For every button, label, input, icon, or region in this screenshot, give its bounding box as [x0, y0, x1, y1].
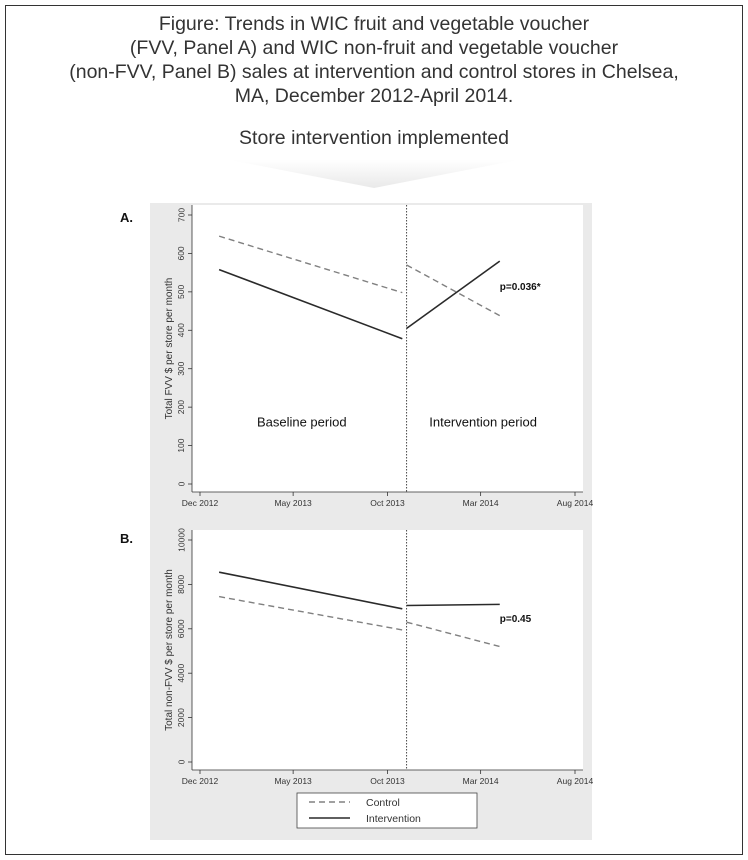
y-tick-label: 10000: [176, 528, 187, 552]
p-value-annotation: p=0.036*: [499, 281, 541, 293]
plot-area: [192, 205, 583, 492]
y-tick-label: 6000: [176, 619, 187, 639]
period-label: Intervention period: [429, 414, 537, 430]
y-tick-label: 0: [176, 481, 187, 487]
y-axis-title: Total FVV $ per store per month: [164, 277, 175, 420]
x-tick-label: Dec 2012: [181, 498, 219, 508]
p-value-annotation: p=0.45: [499, 614, 532, 626]
y-tick-label: 8000: [176, 574, 187, 594]
x-tick-label: Oct 2013: [370, 776, 405, 786]
y-tick-label: 700: [176, 207, 187, 223]
x-tick-label: Mar 2014: [462, 776, 499, 786]
intervention-banner: Store intervention implemented: [239, 127, 509, 149]
y-axis-title: Total non-FVV $ per store per month: [164, 569, 175, 731]
y-tick-label: 400: [176, 323, 187, 338]
x-tick-label: May 2013: [274, 498, 312, 508]
y-tick-label: 100: [176, 438, 187, 453]
x-tick-label: Aug 2014: [556, 776, 594, 786]
x-tick-label: Dec 2012: [181, 776, 219, 786]
legend-label: Control: [366, 797, 400, 809]
y-tick-label: 600: [176, 246, 187, 261]
panel-label: B.: [120, 531, 133, 546]
y-tick-label: 300: [176, 361, 187, 376]
y-tick-label: 4000: [176, 663, 187, 683]
x-tick-label: May 2013: [274, 776, 312, 786]
figure-title: Figure: Trends in WIC fruit and vegetable voucher (FVV, Panel A) and WIC non-fruit and vegetable voucher (non-FVV, Panel B) sales at intervention and control stores in Chelsea, MA, December 2012-April 2014.: [69, 13, 679, 107]
x-tick-label: Oct 2013: [370, 498, 405, 508]
legend-label: Intervention: [366, 813, 421, 825]
y-tick-label: 2000: [176, 708, 187, 728]
plot-area: [192, 530, 583, 770]
y-tick-label: 0: [176, 759, 187, 765]
intervention-series-line: [407, 604, 500, 605]
period-label: Baseline period: [256, 414, 347, 430]
x-tick-label: Aug 2014: [556, 498, 594, 508]
y-tick-label: 500: [176, 284, 187, 299]
panel-label: A.: [120, 210, 133, 225]
legend: [297, 793, 477, 828]
x-tick-label: Mar 2014: [462, 498, 499, 508]
y-tick-label: 200: [176, 400, 187, 415]
